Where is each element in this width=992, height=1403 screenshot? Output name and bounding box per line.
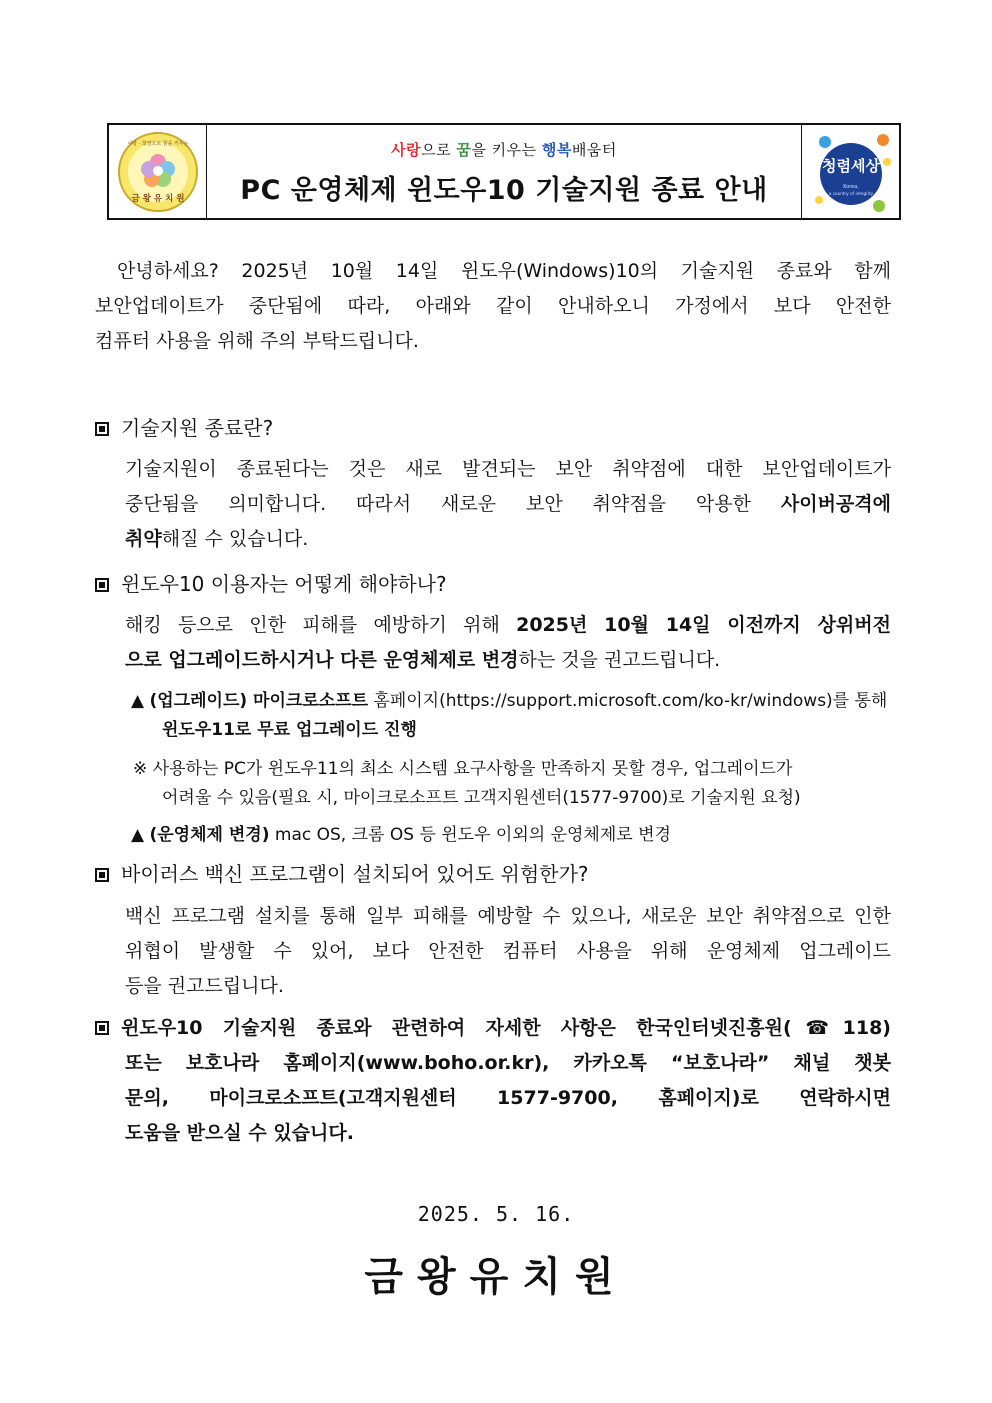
section-1-line-3: 취약해질 수 있습니다. (125, 528, 309, 550)
intro-line-1: 안녕하세요? 2025년 10월 14일 윈도우(Windows)10의 기술지원 종료와 함께 (117, 260, 891, 282)
integrity-logo-cell (801, 125, 899, 218)
svg-text:사랑 · 희망으로 꿈을 키우는: 사랑 · 희망으로 꿈을 키우는 (126, 140, 189, 147)
triangle-bullet-icon: ▲ (131, 825, 150, 845)
note-line-1: ※ 사용하는 PC가 윈도우11의 최소 시스템 요구사항을 만족하지 못할 경우, 업그레이드가 (133, 759, 793, 779)
notice-header (107, 123, 901, 220)
bullet-os-change: ▲ (운영체제 변경) mac OS, 크롬 OS 등 윈도우 이외의 운영체제로 변경 (131, 825, 671, 845)
section-3-line-1: 백신 프로그램 설치를 통해 일부 피해를 예방할 수 있으나, 새로운 보안 취약점으로 인한 (125, 905, 891, 927)
kindergarten-logo (116, 130, 200, 214)
section-4-line-4: 도움을 받으실 수 있습니다. (125, 1122, 354, 1144)
organization-name: 금왕유치원 (364, 1254, 628, 1300)
square-bullet-icon (95, 1021, 109, 1035)
title-cell (207, 125, 801, 218)
square-bullet-icon (95, 578, 109, 592)
section-1-heading: 기술지원 종료란? (95, 418, 273, 438)
svg-text:a country of integrity: a country of integrity (828, 190, 873, 196)
note-line-2: 어려울 수 있음(필요 시, 마이크로소프트 고객지원센터(1577-9700)로 기술지원 요청) (162, 788, 801, 808)
svg-text:Korea,: Korea, (842, 183, 859, 190)
intro-line-3: 컴퓨터 사용을 위해 주의 부탁드립니다. (95, 330, 419, 352)
svg-text:금 왕 유 치 원: 금 왕 유 치 원 (131, 193, 184, 204)
integrity-logo (809, 130, 893, 214)
section-3-heading: 바이러스 백신 프로그램이 설치되어 있어도 위험한가? (95, 864, 588, 884)
bullet-upgrade-cont: 윈도우11로 무료 업그레이드 진행 (162, 720, 417, 740)
square-bullet-icon (95, 868, 109, 882)
square-bullet-icon (95, 422, 109, 436)
section-4-line-2: 또는 보호나라 홈페이지(www.boho.or.kr), 카카오톡 “보호나라” 채널 챗봇 (125, 1052, 891, 1074)
section-1-line-2: 중단됨을 의미합니다. 따라서 새로운 보안 취약점을 악용한 사이버공격에 (125, 493, 891, 515)
section-3-line-3: 등을 권고드립니다. (125, 975, 284, 997)
section-2-line-1: 해킹 등으로 인한 피해를 예방하기 위해 2025년 10월 14일 이전까지 상위버전 (125, 614, 891, 636)
page-title: PC 운영체제 윈도우10 기술지원 종료 안내 (240, 174, 768, 206)
section-2-line-2: 으로 업그레이드하시거나 다른 운영체제로 변경하는 것을 권고드립니다. (125, 649, 721, 671)
section-3-line-2: 위협이 발생할 수 있어, 보다 안전한 컴퓨터 사용을 위해 운영체제 업그레이드 (125, 940, 891, 962)
svg-text:청렴세상: 청렴세상 (821, 156, 880, 175)
intro-line-2: 보안업데이트가 중단됨에 따라, 아래와 같이 안내하오니 가정에서 보다 안전한 (95, 295, 891, 317)
document-date: 2025. 5. 16. (417, 1202, 575, 1226)
triangle-bullet-icon: ▲ (131, 691, 150, 711)
bullet-upgrade: ▲ (업그레이드) 마이크로소프트 홈페이지(https://support.microsoft.com/ko-kr/windows)를 통해 (131, 691, 888, 711)
section-1-line-1: 기술지원이 종료된다는 것은 새로 발견되는 보안 취약점에 대한 보안업데이트가 (125, 458, 891, 480)
section-2-heading: 윈도우10 이용자는 어떻게 해야하나? (95, 574, 447, 594)
kindergarten-logo-cell (109, 125, 207, 218)
slogan: 사랑으로 꿈을 키우는 행복배움터 (391, 140, 617, 159)
section-4-line-3: 문의, 마이크로소프트(고객지원센터 1577-9700, 홈페이지)로 연락하시면 (125, 1087, 891, 1109)
section-4-line-1: 윈도우10 기술지원 종료와 관련하여 자세한 사항은 한국인터넷진흥원(☎118) (95, 1019, 891, 1038)
